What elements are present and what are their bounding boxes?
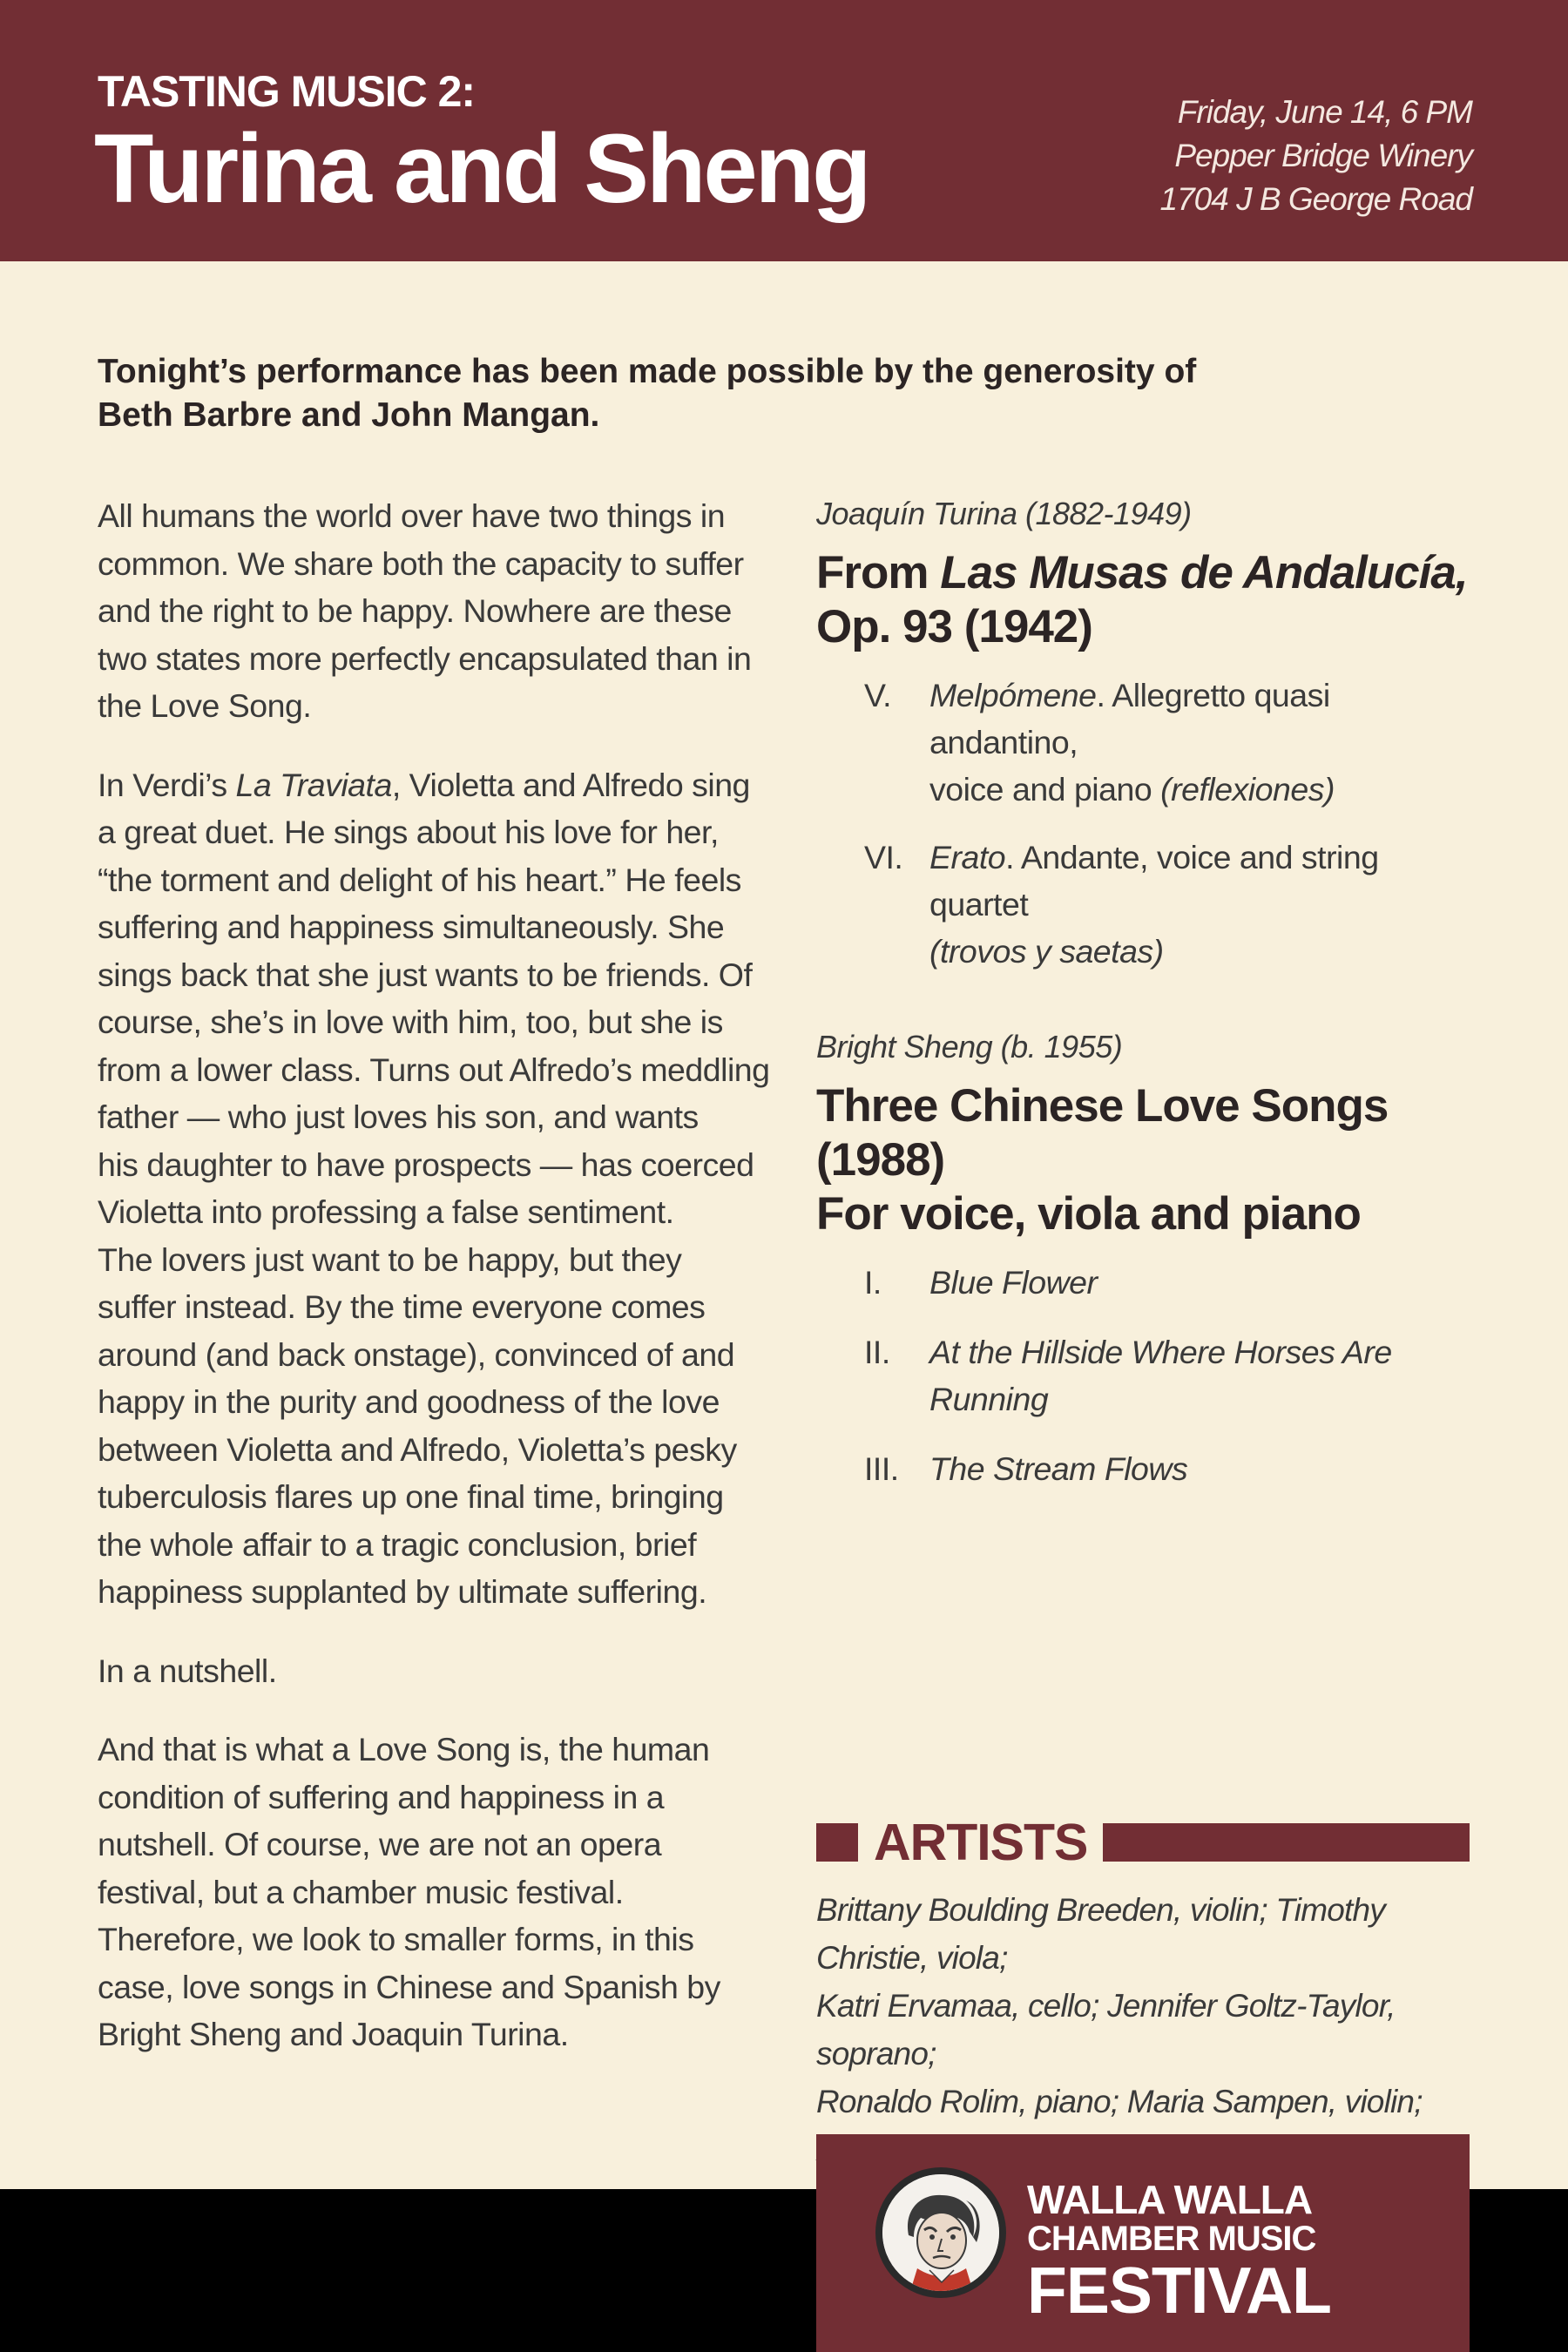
title-prefix: From: [816, 547, 941, 598]
essay-line: course, she’s in love with him, too, but she is: [98, 1004, 723, 1040]
wordmark-line: FESTIVAL: [1027, 2254, 1331, 2327]
series-kicker: TASTING MUSIC 2:: [98, 67, 476, 116]
movement-name: The Stream Flows: [929, 1450, 1188, 1487]
event-info: [1160, 91, 1472, 221]
essay-line: happy in the purity and goodness of the love: [98, 1383, 720, 1420]
movement-line: [929, 928, 1478, 975]
work-title-sheng: [816, 1079, 1478, 1241]
sponsor-line-2: Beth Barbre and John Mangan.: [98, 396, 600, 434]
essay-line: two states more perfectly encapsulated than in: [98, 639, 752, 677]
opera-title: La Traviata: [235, 766, 392, 803]
movement-name: Blue Flower: [929, 1264, 1098, 1301]
movement-item: [816, 672, 1478, 813]
essay-line: nutshell. Of course, we are not an opera: [98, 1826, 662, 1862]
essay-line: Violetta into professing a false sentiment.: [98, 1193, 674, 1230]
artists-line: Ronaldo Rolim, piano; Maria Sampen, violin;: [816, 2084, 1423, 2119]
essay-line: from a lower class. Turns out Alfredo’s meddling: [98, 1051, 770, 1088]
essay-text: In Verdi’s: [98, 766, 236, 803]
essay-line: happiness supplanted by ultimate suffering.: [98, 1573, 707, 1610]
movement-item: [816, 834, 1478, 975]
beethoven-portrait-icon: [875, 2167, 1006, 2298]
essay-line: father — who just loves his son, and wants: [98, 1098, 699, 1135]
artists-heading: [816, 1814, 1470, 1871]
essay-line: Therefore, we look to smaller forms, in this: [98, 1921, 694, 1957]
essay-line: between Violetta and Alfredo, Violetta’s pesky: [98, 1430, 737, 1468]
event-date: Friday, June 14, 6 PM: [1177, 94, 1472, 130]
artists-label: ARTISTS: [874, 1814, 1088, 1871]
essay-line: All humans the world over have two things in: [98, 497, 726, 534]
movement-text: [929, 1328, 1478, 1423]
essay-line: sings back that she just wants to be friends. Of: [98, 956, 753, 993]
movement-detail: voice and piano: [929, 771, 1161, 808]
essay-paragraph-3: In a nutshell.: [98, 1652, 277, 1689]
essay-line: suffer instead. By the time everyone comes: [98, 1288, 706, 1325]
essay-line: tuberculosis flares up one final time, bringing: [98, 1478, 724, 1515]
essay-line: The lovers just want to be happy, but they: [98, 1240, 682, 1278]
composer-turina: Joaquín Turina (1882-1949): [816, 496, 1192, 531]
movement-line: [929, 766, 1478, 813]
essay-text: , Violetta and Alfredo sing: [391, 766, 750, 803]
essay-line: And that is what a Love Song is, the human: [98, 1731, 710, 1767]
essay-line: a great duet. He sings about his love for her,: [98, 814, 719, 850]
essay-paragraph-2: [98, 761, 770, 1616]
work-title-line: Three Chinese Love Songs (1988): [816, 1080, 1389, 1186]
heading-bar-right: [1103, 1823, 1470, 1862]
heading-bar-left: [816, 1823, 858, 1862]
movement-line: [929, 672, 1478, 766]
movement-subtitle: (trovos y saetas): [929, 933, 1164, 970]
event-address: 1704 J B George Road: [1159, 181, 1472, 217]
movement-number: I.: [864, 1264, 882, 1301]
work-title-line: Op. 93 (1942): [816, 601, 1092, 652]
essay-paragraph-4: [98, 1726, 742, 2058]
movement-name: Erato: [929, 839, 1006, 875]
essay-line: suffering and happiness simultaneously. She: [98, 909, 725, 945]
artists-line: Katri Ervamaa, cello; Jennifer Goltz-Taylor, soprano;: [816, 1988, 1396, 2072]
essay-line: around (and back onstage), convinced of and: [98, 1335, 735, 1373]
essay-line: condition of suffering and happiness in a: [98, 1778, 665, 1815]
work-title-turina: [816, 546, 1478, 654]
sponsor-line-1: Tonight’s performance has been made possible by the generosity of: [98, 353, 1197, 390]
essay-line: the Love Song.: [98, 687, 312, 724]
artists-line: Brittany Boulding Breeden, violin; Timothy Christie, viola;: [816, 1892, 1385, 1976]
page-title: Turina and Sheng: [94, 114, 869, 223]
work-sheng: [816, 1025, 1478, 1492]
movement-number: II.: [864, 1334, 890, 1370]
movement-detail: . Andante, voice and string quartet: [929, 839, 1379, 923]
movement-name: At the Hillside Where Horses Are Running: [929, 1334, 1392, 1417]
movement-text: [929, 672, 1478, 813]
work-turina: [816, 492, 1478, 975]
movement-text: [929, 1445, 1478, 1492]
movement-text: [929, 834, 1478, 975]
festival-wordmark: [1027, 2177, 1331, 2327]
essay-line: “the torment and delight of his heart.” He feels: [98, 861, 741, 898]
movement-list-sheng: [816, 1259, 1478, 1492]
essay-line: common. We share both the capacity to suffer: [98, 544, 744, 582]
festival-logo: [816, 2134, 1470, 2352]
essay-paragraph-1: [98, 492, 752, 730]
essay-line: the whole affair to a tragic conclusion, brief: [98, 1525, 697, 1563]
movement-number: VI.: [864, 839, 903, 875]
movement-list-turina: [816, 672, 1478, 975]
sponsor-note: [98, 350, 1230, 437]
movement-number: III.: [864, 1450, 899, 1487]
movement-subtitle: (reflexiones): [1160, 771, 1335, 808]
movement-item: [816, 1445, 1478, 1492]
title-italic: Las Musas de Andalucía,: [940, 547, 1468, 598]
program-listing: [816, 492, 1478, 1515]
movement-number: V.: [864, 677, 891, 713]
essay-line: case, love songs in Chinese and Spanish by: [98, 1968, 720, 2005]
essay-line: his daughter to have prospects — has coerced: [98, 1146, 754, 1183]
work-title-line: For voice, viola and piano: [816, 1188, 1361, 1240]
movement-item: [816, 1328, 1478, 1423]
essay-line: and the right to be happy. Nowhere are these: [98, 592, 732, 629]
event-venue: Pepper Bridge Winery: [1174, 138, 1472, 173]
work-title-line: [816, 546, 1478, 600]
header-banner: [0, 0, 1568, 261]
essay-line: Bright Sheng and Joaquin Turina.: [98, 2016, 569, 2052]
artists-list: [816, 1886, 1478, 2173]
movement-item: [816, 1259, 1478, 1306]
composer-sheng: Bright Sheng (b. 1955): [816, 1029, 1123, 1064]
movement-detail: . Allegretto quasi andantino,: [929, 677, 1330, 760]
essay-line: festival, but a chamber music festival.: [98, 1873, 624, 1910]
movement-text: [929, 1259, 1478, 1306]
movement-name: Melpómene: [929, 677, 1097, 713]
wordmark-line: CHAMBER MUSIC: [1027, 2220, 1316, 2258]
essay-line: [98, 761, 750, 809]
movement-line: [929, 834, 1478, 928]
wordmark-line: WALLA WALLA: [1027, 2177, 1313, 2222]
program-essay: [98, 492, 770, 2090]
